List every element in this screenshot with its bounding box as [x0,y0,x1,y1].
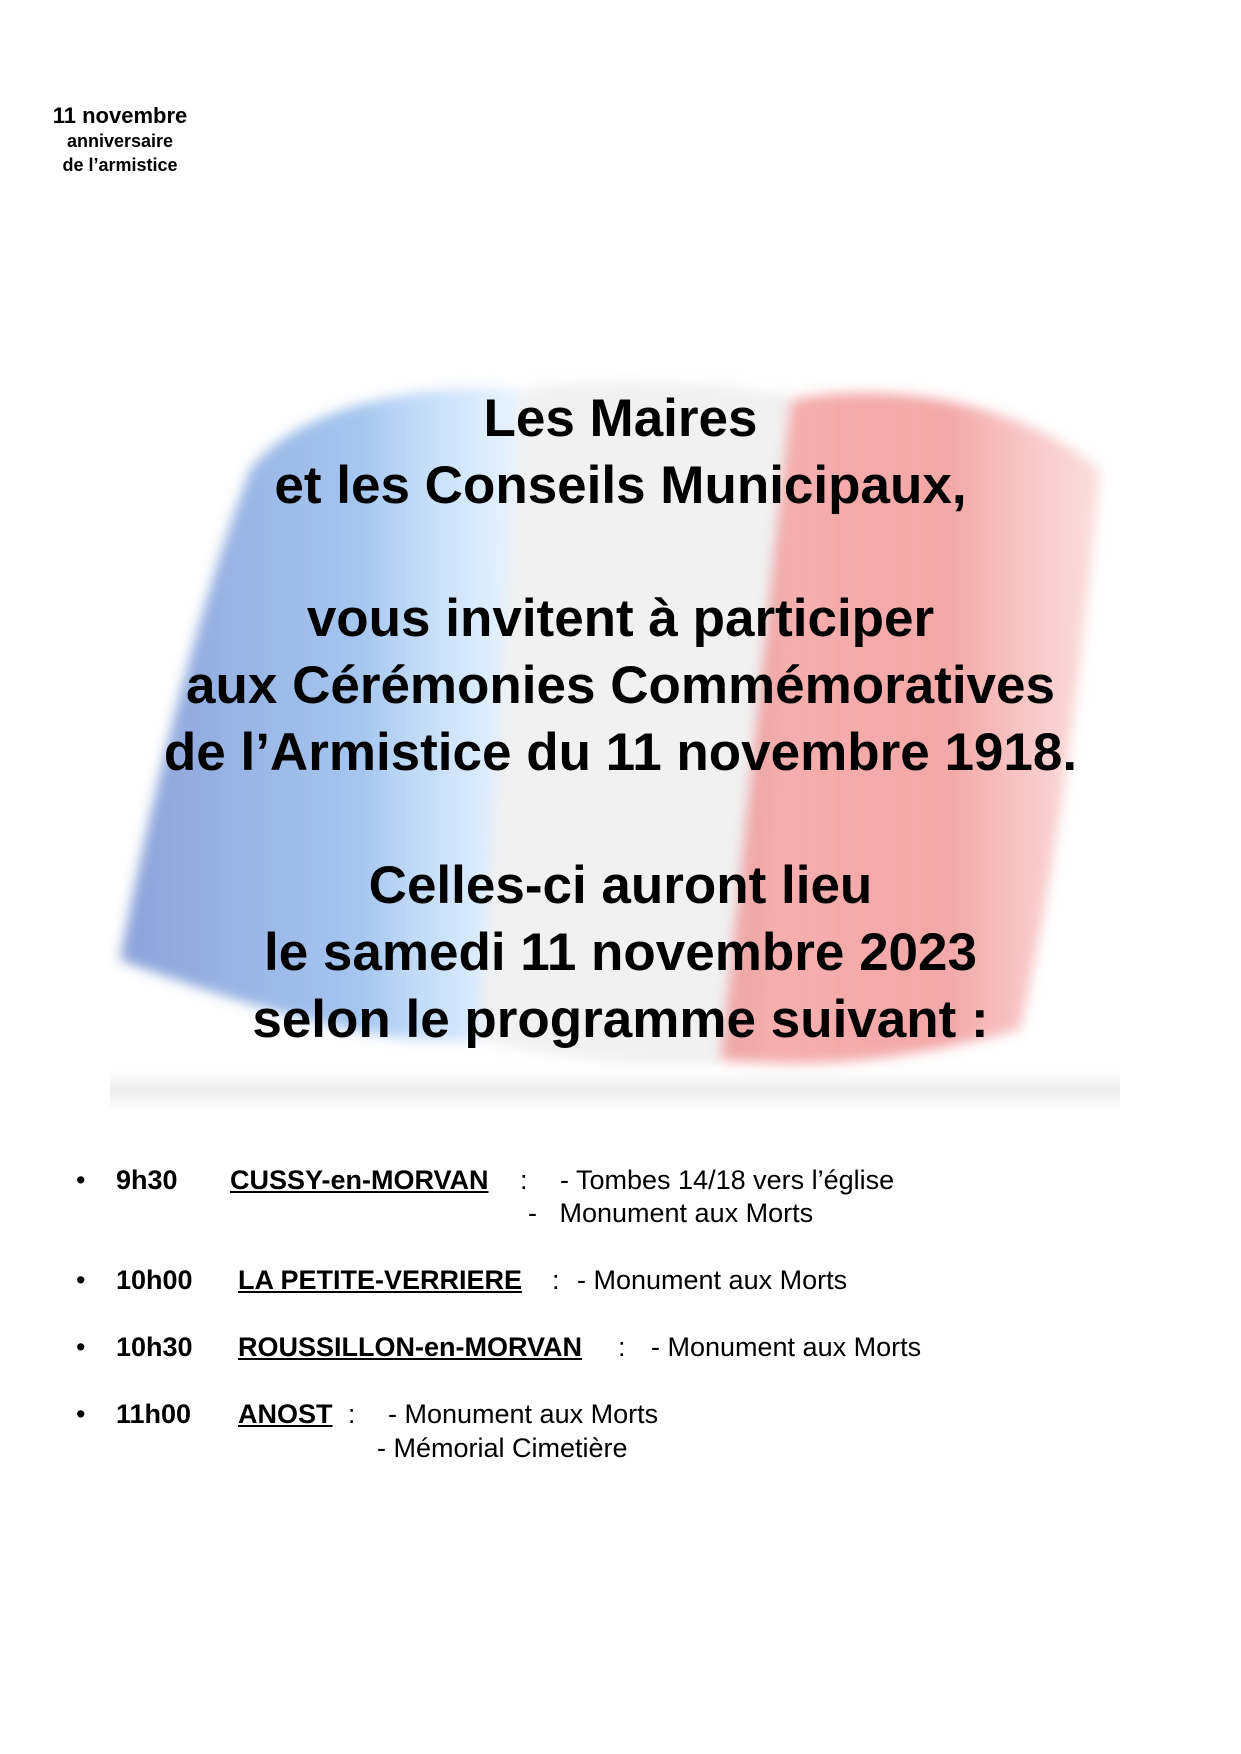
schedule-item: - Monument aux Morts [651,1332,922,1362]
bullet: • [76,1399,86,1429]
heading-line-7: le samedi 11 novembre 2023 [264,923,977,982]
heading-line-4: aux Cérémonies Commémoratives [186,656,1055,715]
schedule-time: 10h30 [116,1332,193,1362]
corner-anniversary: anniversaire [66,131,174,151]
schedule-place: ROUSSILLON-en-MORVAN [238,1332,582,1362]
schedule-item: - Tombes 14/18 vers l’église [560,1165,895,1195]
bullet: • [76,1332,86,1362]
heading-line-6: Celles-ci auront lieu [368,856,873,915]
bullet: • [76,1265,86,1295]
heading-line-2: et les Conseils Municipaux, [274,456,967,515]
corner-armistice: de l’armistice [62,155,178,175]
schedule-time: 11h00 [116,1399,192,1429]
schedule-place: LA PETITE-VERRIERE [238,1265,523,1295]
schedule-item: - Monument aux Morts [577,1265,848,1295]
colon: : [552,1265,560,1295]
colon: : [618,1332,626,1362]
bullet: • [76,1165,86,1195]
heading-line-1: Les Maires [483,389,758,448]
schedule-item: - Monument aux Morts [388,1399,659,1429]
heading-line-3: vous invitent à participer [306,589,935,648]
colon: : [348,1399,356,1429]
schedule-place: ANOST [238,1399,333,1429]
schedule-time: 9h30 [116,1165,178,1195]
schedule-item: - Monument aux Morts [528,1198,814,1228]
schedule-item: - Mémorial Cimetière [377,1433,628,1463]
corner-date: 11 novembre [52,103,188,128]
colon: : [520,1165,528,1195]
schedule-place: CUSSY-en-MORVAN [230,1165,489,1195]
heading-line-8: selon le programme suivant : [252,990,989,1049]
schedule-time: 10h00 [116,1265,193,1295]
heading-line-5: de l’Armistice du 11 novembre 1918. [163,723,1078,782]
